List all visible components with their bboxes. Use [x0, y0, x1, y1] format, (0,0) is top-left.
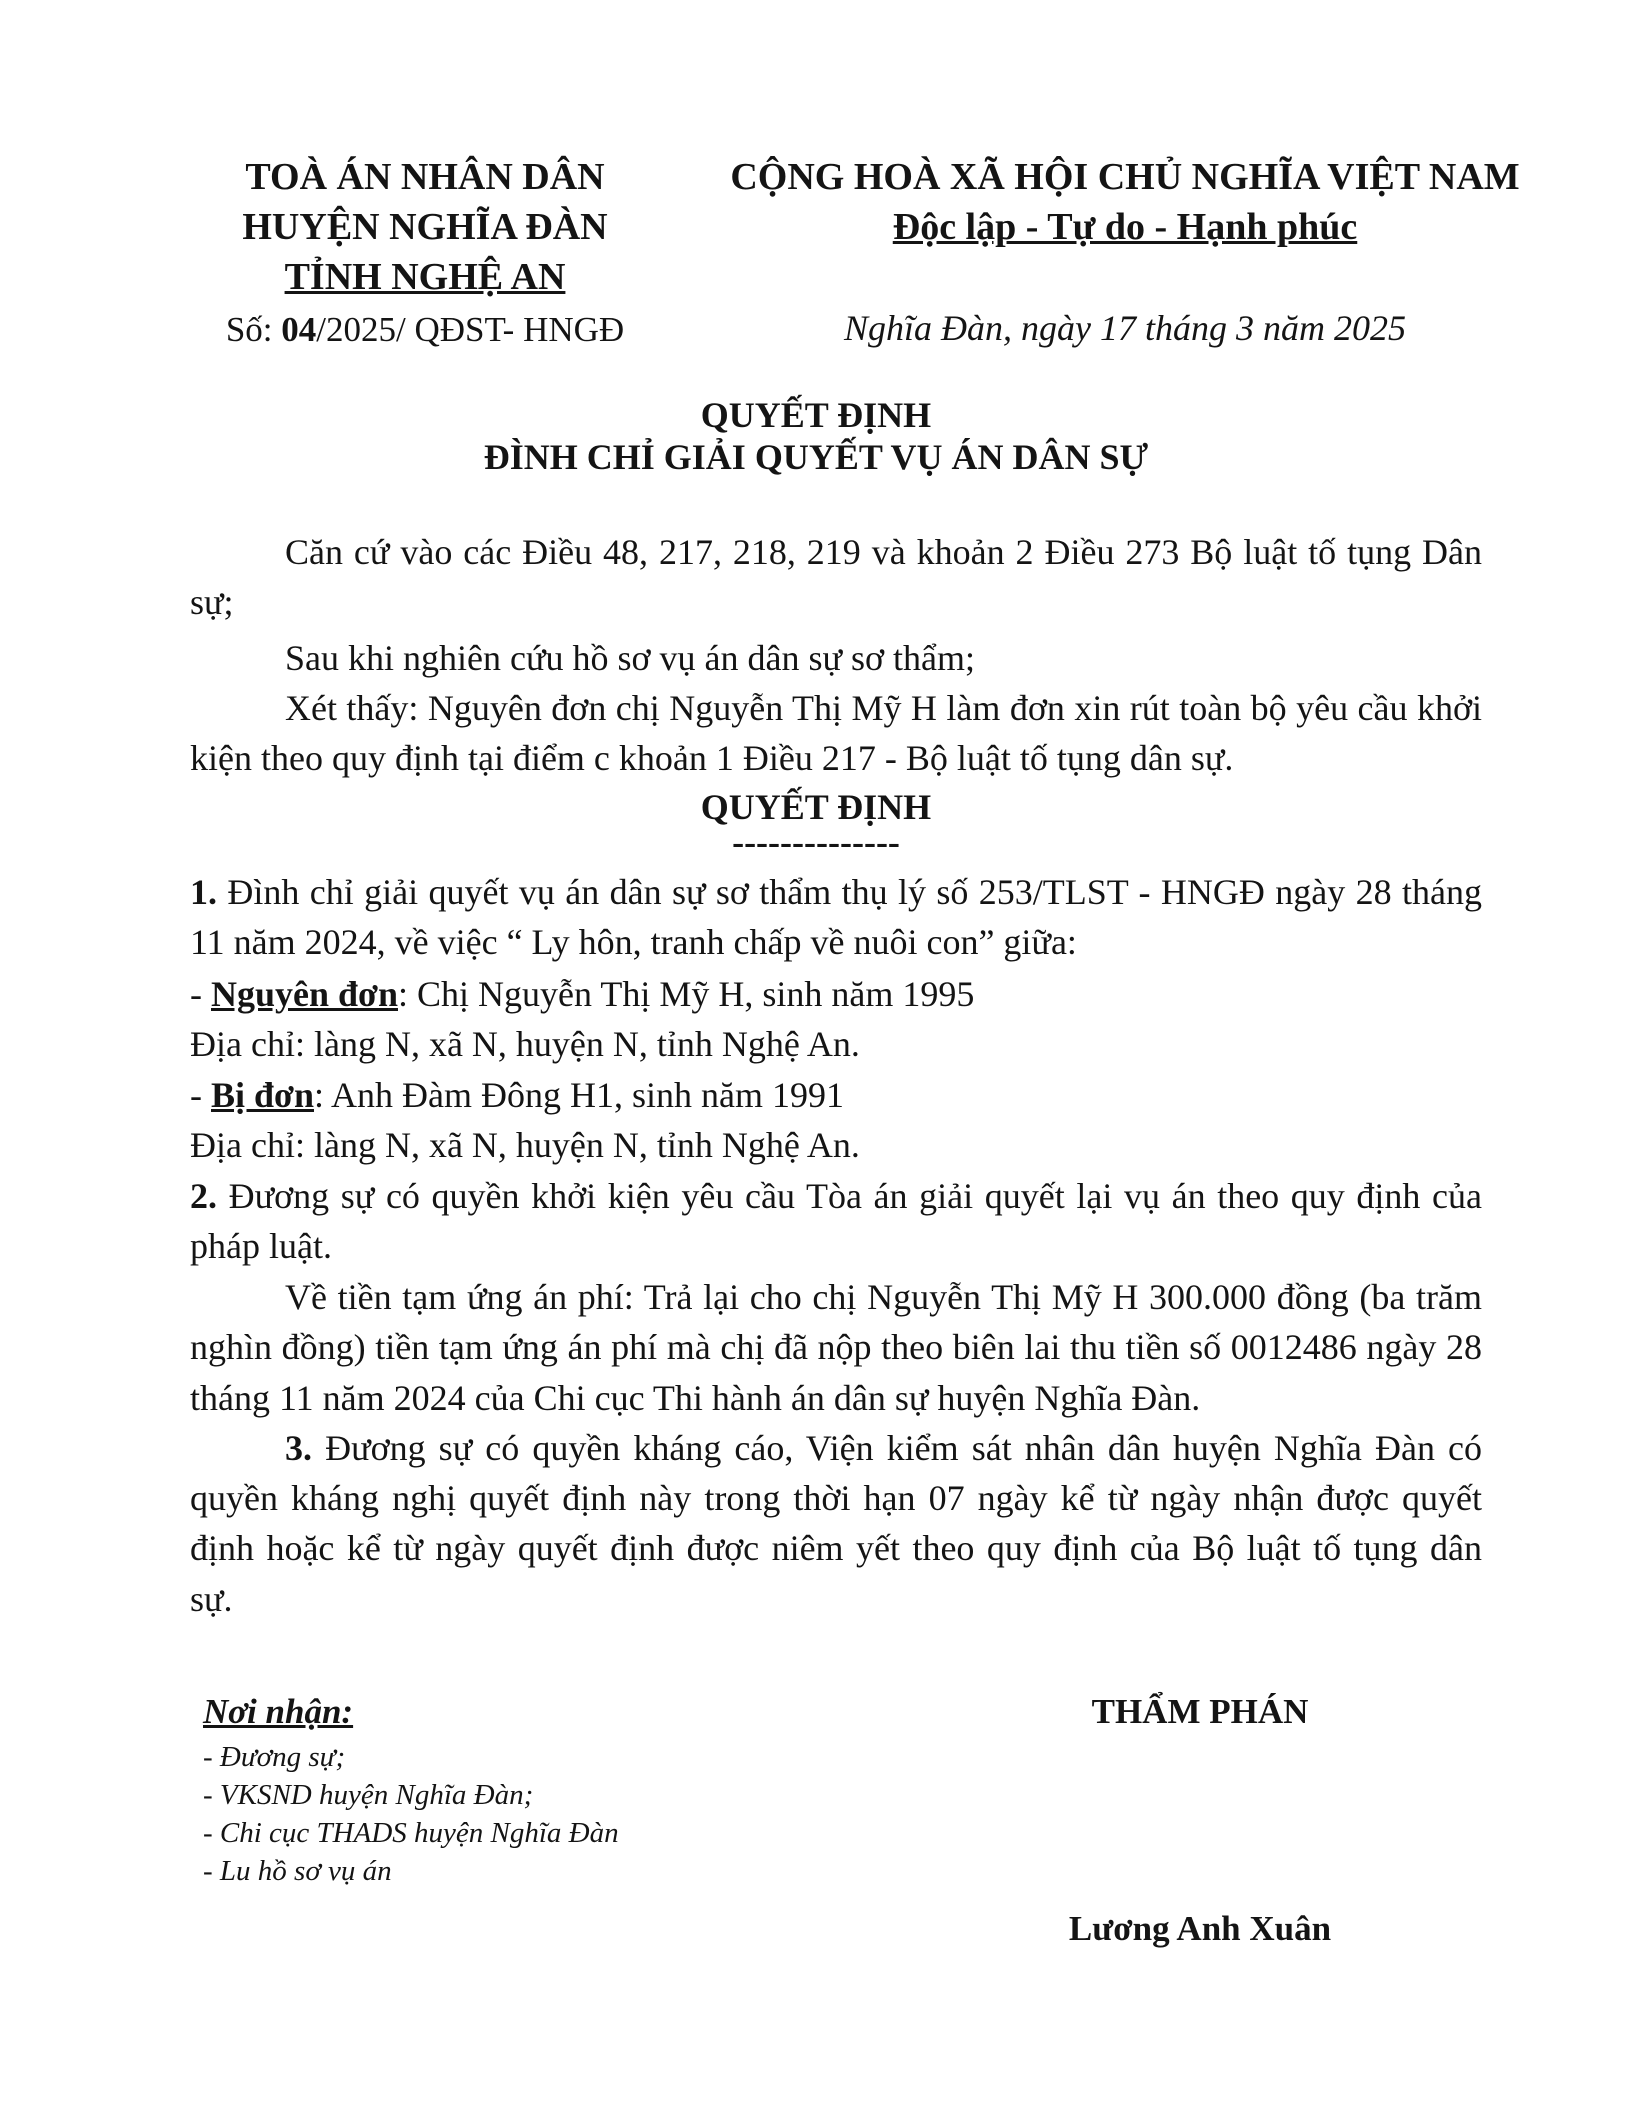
decision-heading: QUYẾT ĐỊNH	[700, 787, 932, 827]
defendant-address: Địa chỉ: làng N, xã N, huyện N, tỉnh Nghệ An.	[190, 1125, 860, 1165]
defendant-dash: -	[190, 1075, 211, 1115]
item1-line1	[190, 868, 1482, 916]
defendant-label: Bị đơn	[211, 1075, 314, 1115]
recipients-heading: Nơi nhận:	[203, 1692, 354, 1731]
item3-line4: sự.	[190, 1579, 233, 1619]
item2-text: Đương sự có quyền khởi kiện yêu cầu Tòa án giải quyết lại vụ án theo quy định của	[217, 1176, 1482, 1216]
basis-paragraph-line1: Căn cứ vào các Điều 48, 217, 218, 219 và khoản 2 Điều 273 Bộ luật tố tụng Dân	[285, 532, 1482, 572]
item1-number: 1.	[190, 872, 217, 912]
document-title: QUYẾT ĐỊNH	[700, 395, 932, 435]
plaintiff-dash: -	[190, 974, 211, 1014]
item3-text: Đương sự có quyền kháng cáo, Viện kiểm sát nhân dân huyện Nghĩa Đàn có	[312, 1428, 1482, 1468]
plaintiff-line	[190, 970, 974, 1018]
fee-line1: Về tiền tạm ứng án phí: Trả lại cho chị Nguyễn Thị Mỹ H 300.000 đồng (ba trăm	[285, 1277, 1482, 1317]
place-date: Nghĩa Đàn, ngày 17 tháng 3 năm 2025	[844, 308, 1406, 348]
recipient-item: - Chi cục THADS huyện Nghĩa Đàn	[203, 1817, 619, 1849]
judge-title: THẨM PHÁN	[1091, 1692, 1309, 1731]
court-name-line3	[180, 252, 670, 302]
plaintiff-label: Nguyên đơn	[211, 974, 398, 1014]
motto	[725, 202, 1525, 252]
defendant-line	[190, 1071, 844, 1119]
item1-line2: 11 năm 2024, về việc “ Ly hôn, tranh chấp về nuôi con” giữa:	[190, 922, 1077, 962]
item1-text: Đình chỉ giải quyết vụ án dân sự sơ thẩm thụ lý số 253/TLST - HNGĐ ngày 28 tháng	[217, 872, 1482, 912]
item2-line1	[190, 1172, 1482, 1220]
court-province: TỈNH NGHỆ AN	[284, 256, 566, 298]
decision-number-prefix: Số:	[225, 310, 282, 349]
recipient-item: - Lu hồ sơ vụ án	[203, 1855, 392, 1887]
court-name-line2: HUYỆN NGHĨA ĐÀN	[242, 206, 608, 248]
fee-line2: nghìn đồng) tiền tạm ứng án phí mà chị đã nộp theo biên lai thu tiền số 0012486 ngày 28	[190, 1327, 1482, 1367]
item3-line2: quyền kháng nghị quyết định này trong thời hạn 07 ngày kể từ ngày nhận được quyết	[190, 1478, 1482, 1518]
fee-line3: tháng 11 năm 2024 của Chi cục Thi hành án dân sự huyện Nghĩa Đàn.	[190, 1378, 1201, 1418]
decision-number	[180, 305, 670, 355]
judge-name: Lương Anh Xuân	[1068, 1909, 1332, 1948]
basis-paragraph-line2: sự;	[190, 582, 234, 622]
recipient-item: - VKSND huyện Nghĩa Đàn;	[203, 1779, 534, 1811]
decision-number-suffix: /2025/ QĐST- HNGĐ	[316, 310, 625, 349]
item2-line2: pháp luật.	[190, 1226, 332, 1266]
consider-paragraph-line1: Xét thấy: Nguyên đơn chị Nguyễn Thị Mỹ H làm đơn xin rút toàn bộ yêu cầu khởi	[285, 688, 1482, 728]
item3-line1	[285, 1424, 1482, 1472]
item3-number: 3.	[285, 1428, 312, 1468]
motto-text: Độc lập - Tự do - Hạnh phúc	[892, 206, 1358, 248]
plaintiff-address: Địa chỉ: làng N, xã N, huyện N, tỉnh Nghệ An.	[190, 1024, 860, 1064]
decision-number-bold: 04	[281, 310, 317, 349]
court-name-line1: TOÀ ÁN NHÂN DÂN	[245, 156, 605, 198]
after-study-paragraph: Sau khi nghiên cứu hồ sơ vụ án dân sự sơ thẩm;	[285, 638, 976, 678]
defendant-text: : Anh Đàm Đông H1, sinh năm 1991	[314, 1075, 844, 1115]
recipient-item: - Đương sự;	[203, 1741, 346, 1773]
item3-line3: định hoặc kể từ ngày quyết định được niêm yết theo quy định của Bộ luật tố tụng dân	[190, 1528, 1482, 1568]
item2-number: 2.	[190, 1176, 217, 1216]
consider-paragraph-line2: kiện theo quy định tại điểm c khoản 1 Điều 217 - Bộ luật tố tụng dân sự.	[190, 738, 1234, 778]
plaintiff-text: : Chị Nguyễn Thị Mỹ H, sinh năm 1995	[398, 974, 975, 1014]
nation-title: CỘNG HOÀ XÃ HỘI CHỦ NGHĨA VIỆT NAM	[730, 156, 1520, 198]
decision-rule: --------------	[732, 822, 900, 862]
document-subtitle: ĐÌNH CHỈ GIẢI QUYẾT VỤ ÁN DÂN SỰ	[483, 437, 1149, 477]
